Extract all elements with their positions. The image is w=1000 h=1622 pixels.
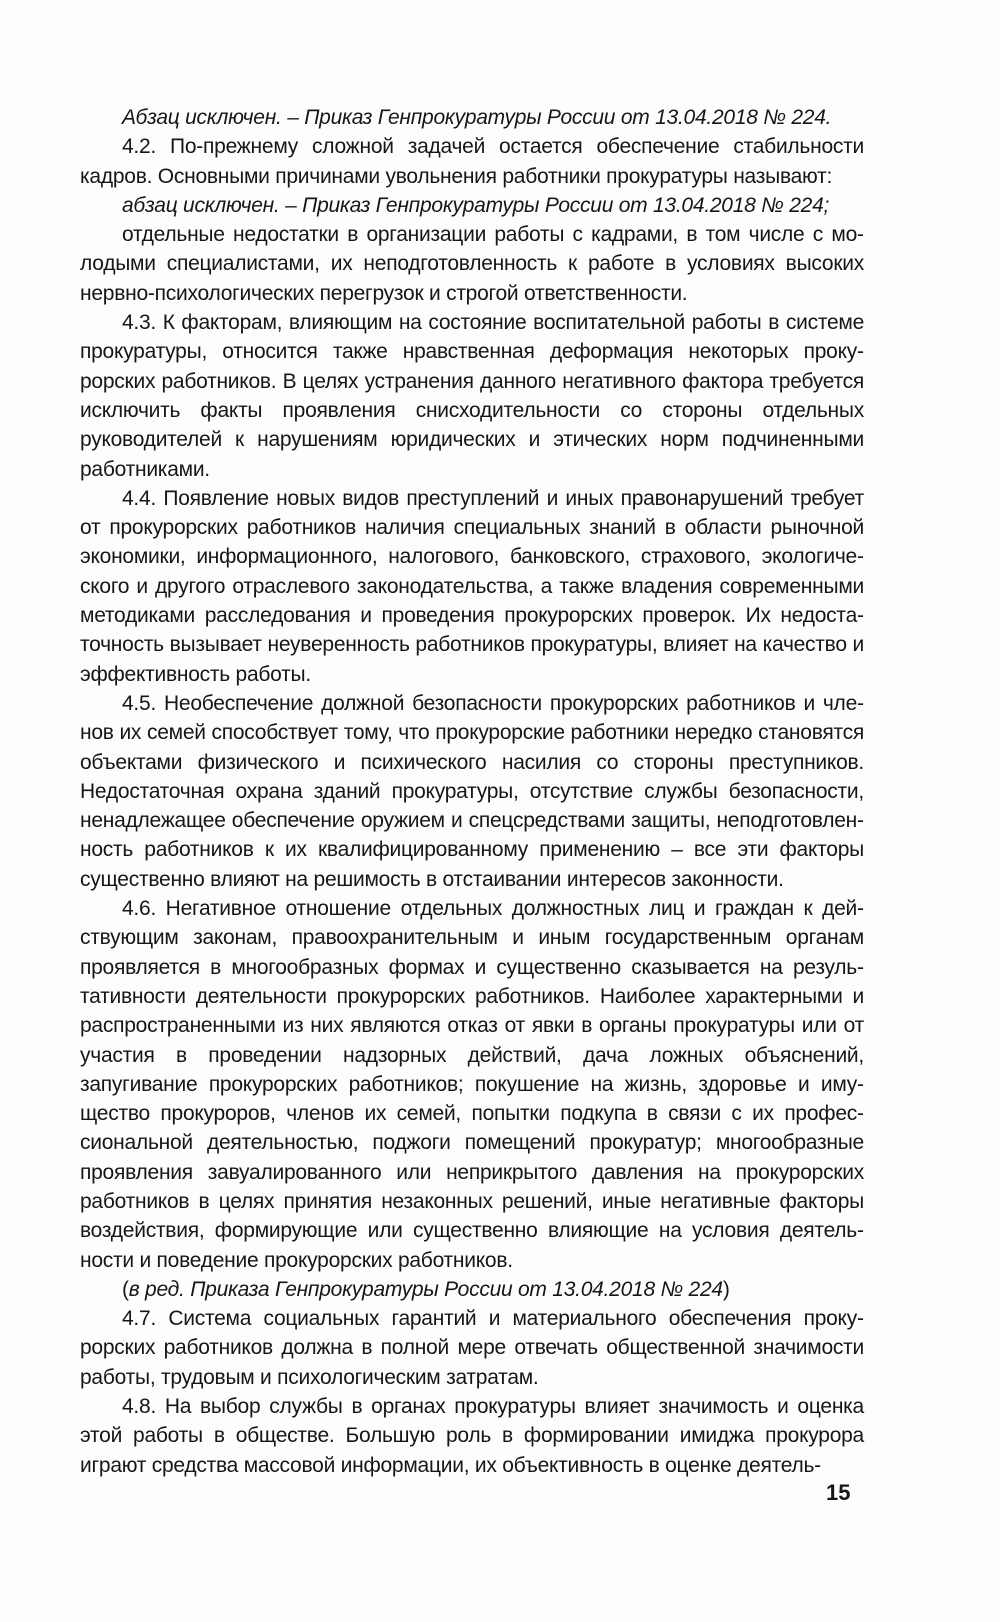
paragraph-4-6: 4.6. Негативное отношение отдельных должностных лиц и граждан к действующим законам, правоохранительным и иным государственным органам проявляется в многообразных формах и существенно сказывается на результативности деятельности прокурорских работников. Наиболее характерными и распространенными из них являются отказ от явки в органы прокуратуры или от участия в проведении надзорных действий, дача ложных объяснений, запугивание прокурорских работников; покушение на жизнь, здоровье и имущество прокуроров, членов их семей, попытки подкупа в связи с их профессиональной деятельностью, поджоги помещений прокуратур; многообразные проявления завуалированного или неприкрытого давления на прокурорских работников в целях принятия незаконных решений, иные негативные факторы воздействия, формирующие или существенно влияющие на условия деятельности и поведение прокурорских работников. — [80, 897, 864, 1272]
note-open-paren: ( — [122, 1277, 129, 1301]
paragraph-excluded-2: абзац исключен. – Приказ Генпрокуратуры России от 13.04.2018 № 224; — [122, 193, 830, 217]
paragraph-4-8: 4.8. На выбор службы в органах прокуратуры влияет значимость и оценка этой работы в обществе. Большую роль в формировании имиджа прокурора играют средства массовой информации, их объективность в оценке деятель- — [80, 1395, 864, 1477]
note-close-paren: ) — [722, 1277, 730, 1301]
page-number: 15 — [826, 1480, 851, 1505]
paragraph-4-3: 4.3. К факторам, влияющим на состояние воспитательной работы в системе прокуратуры, относится также нравственная деформация некоторых прокурорских работников. В целях устранения данного негативного фактора требуется исключить факты проявления снисходительности со стороны отдельных руководителей к нарушениям юридических и этических норм подчиненными работниками. — [80, 311, 864, 481]
paragraph-shortcomings: отдельные недостатки в организации работы с кадрами, в том числе с молодыми специалистами, их неподготовленность к работе в условиях высоких нервно-психологических перегрузок и строгой ответственности. — [80, 223, 864, 305]
paragraph-4-4: 4.4. Появление новых видов преступлений и иных правонарушений требует от прокурорских работников наличия специальных знаний в области рыночной экономики, информационного, налогового, банковского, страхового, экологического и другого отраслевого законодательства, а также владения современными методиками расследования и проведения прокурорских проверок. Их недостаточность вызывает неуверенность работников прокуратуры, влияет на качество и эффективность работы. — [80, 486, 864, 686]
document-body — [80, 103, 864, 1480]
paragraph-excluded-1: Абзац исключен. – Приказ Генпрокуратуры России от 13.04.2018 № 224. — [122, 106, 832, 129]
paragraph-4-7: 4.7. Система социальных гарантий и материального обеспечения прокурорских работников должна в полной мере отвечать общественной значимости работы, трудовым и психологическим затратам. — [80, 1307, 864, 1389]
paragraph-edition-note — [80, 1275, 864, 1304]
note-italic-text: в ред. Приказа Генпрокуратуры России от 13.04.2018 № 224 — [128, 1277, 723, 1301]
paragraph-4-2: 4.2. По-прежнему сложной задачей остается обеспечение стабильности кадров. Основными причинами увольнения работники прокуратуры называют: — [80, 135, 864, 188]
paragraph-4-5: 4.5. Необеспечение должной безопасности прокурорских работников и членов их семей способствует тому, что прокурорские работники нередко становятся объектами физического и психического насилия со стороны преступников. Недостаточная охрана зданий прокуратуры, отсутствие службы безопасности, ненадлежащее обеспечение оружием и спецсредствами защиты, неподготовленность работников к их квалифицированному применению – все эти факторы существенно влияют на решимость в отстаивании интересов законности. — [80, 691, 864, 891]
